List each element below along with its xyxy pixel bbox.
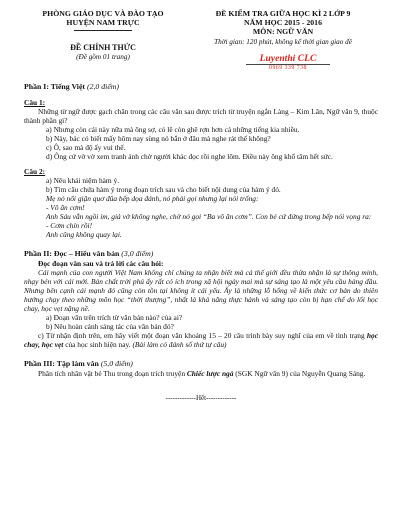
q2-quote-line: - Cơm chín rồi! xyxy=(46,221,93,231)
question-2-label: Câu 2: xyxy=(24,166,46,176)
official-label: ĐỀ CHÍNH THỨC xyxy=(70,42,136,52)
q1-option-c: c) Ô, sao mà độ ấy vui thế. xyxy=(46,142,126,152)
part2-heading: Phần II: Đọc – Hiểu văn bản (3,0 điểm) xyxy=(24,249,154,259)
exam-title: ĐỀ KIỂM TRA GIỮA HỌC KÌ 2 LỚP 9 xyxy=(215,9,351,18)
time-limit: Thời gian: 120 phút, không kể thời gian giao đề xyxy=(214,37,352,46)
page-count: (Đề gồm 01 trang) xyxy=(76,52,130,61)
part1-heading: Phần I: Tiếng Việt (2,0 điểm) xyxy=(24,82,120,92)
q1-option-d: d) Ông cứ vờ vờ xem tranh ảnh chờ người khác đọc rồi nghe lõm. Điều này ông khổ tâm hết sức. xyxy=(46,151,333,161)
q2-quote-line: - Vô ăn cơm! xyxy=(46,203,85,213)
part3-prompt: Phân tích nhân vật bé Thu trong đoạn trích truyện Chiếc lược ngà (SGK Ngữ văn 9) của Nguyễn Quang Sáng. xyxy=(38,368,366,378)
q2-part-b: b) Tìm câu chứa hàm ý trong đoạn trích sau và cho biết nội dung của hàm ý đó. xyxy=(46,185,281,195)
department-name: PHÒNG GIÁO DỤC VÀ ĐÀO TẠO xyxy=(42,9,164,18)
q2-quote-line: Anh cũng không quay lại. xyxy=(46,230,122,240)
q1-option-a: a) Nhưng còn cái này nữa mà ông sợ, có lẽ còn ghê rợn hơn cả những tiếng kia nhiều. xyxy=(46,124,300,134)
q2-quote-line: Mẹ nó nổi giận quơ đũa bếp dọa đánh, nó phải gọi nhưng lại nói trổng: xyxy=(46,194,259,204)
part2-question-a: a) Đoạn văn trên trích từ văn bản nào? của ai? xyxy=(46,312,183,322)
exam-body xyxy=(24,82,378,402)
part3-heading: Phần III: Tập làm văn (5,0 điểm) xyxy=(24,359,133,369)
q2-part-a: a) Nêu khái niệm hàm ý. xyxy=(46,176,120,185)
school-year: NĂM HỌC 2015 - 2016 xyxy=(244,17,322,27)
subject: MÔN: NGỮ VĂN xyxy=(252,26,314,36)
header-left xyxy=(28,10,178,72)
brand-name: Luyenthi CLC xyxy=(246,54,330,66)
question-1-text: Những từ ngữ được gạch chân trong các câu văn sau được trích từ truyện ngắn Làng – Kim Lân, Ngữ văn 9, thuộc thành phần gì? xyxy=(24,106,378,125)
reading-passage: Cái mạnh của con người Việt Nam không chỉ chúng ta nhận biết mà cả thế giới đều thừa nhận là sự thông minh, nhạy bén với cái mới. Bản chất trời phú ấy rất có ích trong xã hội ngày mai mà sự sáng tạo là một yêu cầu hàng đầu. Nhưng bên cạnh cái mạnh đó cũng còn tồn tại không ít cái yếu. Ấy là những lỗ hổng về kiến thức cơ bản do thiên hướng chạy theo những môn học “thời thượng”, nhất là khả năng thực hành và sáng tạo còn bị hạn chế do lối học chay, học vẹt nặng nề. xyxy=(24,267,378,313)
part2-question-b: b) Nêu hoàn cảnh sáng tác của văn bản đó? xyxy=(46,321,174,331)
q2-quote-line: Anh Sáu vẫn ngồi im, giả vờ không nghe, chờ nó gọi “Ba vô ăn cơm”. Con bé cứ đứng trong bếp nói vọng ra: xyxy=(46,212,372,222)
part2-instruction: Đọc đoạn văn sau và trả lời các câu hỏi: xyxy=(38,258,164,268)
q1-option-b: b) Này, bác có biết mấy hôm nay sùng nó bắn ở đâu mà nghe rát thế không? xyxy=(46,133,271,143)
district-name: HUYỆN NAM TRỰC xyxy=(66,17,140,27)
part2-question-c: c) Từ nhận định trên, em hãy viết một đoạn văn khoảng 15 – 20 câu trình bày suy nghĩ của em về tình trạng học chay, học vẹt của học sinh hiện nay. (Bài làm có đánh số thứ tự câu) xyxy=(24,330,378,349)
header-right xyxy=(188,10,378,72)
question-1-label: Câu 1: xyxy=(24,97,46,107)
header-rule xyxy=(74,30,132,31)
exam-header xyxy=(24,10,378,72)
end-marker: -------------Hết------------- xyxy=(165,393,237,402)
brand-phone: 0969 339 738 xyxy=(269,65,307,72)
brand-stamp xyxy=(246,54,330,73)
